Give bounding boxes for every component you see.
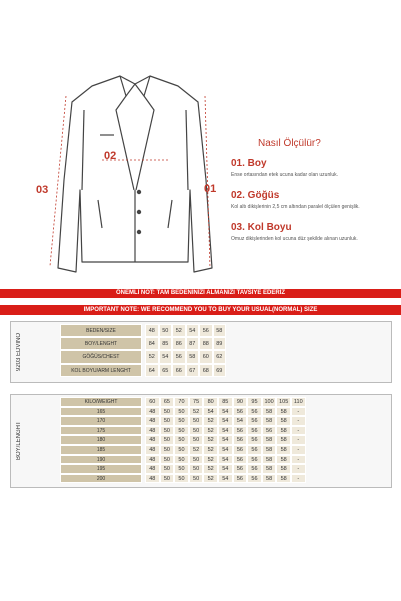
size-cell: 65 — [159, 364, 173, 377]
weight-size-cell: 58 — [276, 435, 291, 445]
coat-illustration-icon — [30, 40, 240, 290]
weight-size-cell: 56 — [247, 455, 262, 465]
weight-size-cell: 56 — [247, 435, 262, 445]
weight-size-cell: 58 — [262, 455, 277, 465]
size-cell: 87 — [186, 337, 200, 350]
weight-size-cell: 56 — [233, 435, 248, 445]
weight-size-cell: 50 — [174, 474, 189, 484]
weight-size-cell: - — [291, 407, 306, 417]
size-cell: 84 — [145, 337, 159, 350]
weight-size-cell: 58 — [262, 416, 277, 426]
height-row-label: 195 — [60, 464, 142, 474]
weight-size-cell: 58 — [262, 407, 277, 417]
weight-size-cell: 48 — [145, 464, 160, 474]
weight-header-cell: 105 — [276, 397, 291, 407]
weight-size-cell: 52 — [203, 426, 218, 436]
weight-size-cell: 52 — [203, 435, 218, 445]
guide-heading-gogus: 02. Göğüs — [231, 190, 280, 201]
weight-size-cell: 58 — [276, 407, 291, 417]
weight-size-cell: 50 — [174, 407, 189, 417]
weight-size-cell: 50 — [160, 445, 175, 455]
weight-size-cell: 58 — [276, 416, 291, 426]
height-row-label: 170 — [60, 416, 142, 426]
weight-size-cell: 54 — [218, 455, 233, 465]
weight-size-cell: 58 — [262, 435, 277, 445]
weight-size-cell: 50 — [160, 426, 175, 436]
weight-size-cell: 54 — [218, 435, 233, 445]
size-cell: 58 — [213, 324, 227, 337]
weight-size-cell: 50 — [174, 426, 189, 436]
size-row-label: BEDEN/SIZE — [60, 324, 142, 337]
size-row-label: KOL BOYU/ARM LENGHT — [60, 364, 142, 377]
size-row-label: GÖĞÜS/CHEST — [60, 350, 142, 363]
weight-size-cell: 52 — [189, 445, 204, 455]
size-cell: 86 — [172, 337, 186, 350]
marker-02: 02 — [104, 150, 117, 162]
weight-size-cell: 50 — [189, 416, 204, 426]
weight-size-cell: 54 — [218, 416, 233, 426]
weight-size-cell: 56 — [262, 426, 277, 436]
important-note-tr: ÖNEMLİ NOT: TAM BEDENİNİZİ ALMANIZI TAVSİYE EDERİZ — [0, 289, 401, 298]
weight-size-cell: 48 — [145, 416, 160, 426]
height-row-label: 180 — [60, 435, 142, 445]
size-cell: 52 — [145, 350, 159, 363]
weight-size-cell: 50 — [160, 416, 175, 426]
weight-size-cell: 54 — [218, 464, 233, 474]
weight-size-cell: - — [291, 464, 306, 474]
weight-size-cell: 50 — [189, 426, 204, 436]
size-cell: 56 — [172, 350, 186, 363]
weight-header-cell: 65 — [160, 397, 175, 407]
marker-01: 01 — [204, 183, 217, 195]
weight-size-cell: - — [291, 455, 306, 465]
weight-size-cell: 50 — [189, 464, 204, 474]
height-row-label: 175 — [60, 426, 142, 436]
weight-size-cell: 52 — [203, 474, 218, 484]
weight-size-cell: 50 — [160, 455, 175, 465]
weight-size-cell: 50 — [189, 435, 204, 445]
weight-header-cell: 75 — [189, 397, 204, 407]
weight-size-cell: 48 — [145, 435, 160, 445]
weight-size-cell: 50 — [160, 407, 175, 417]
weight-size-cell: 56 — [247, 426, 262, 436]
weight-size-cell: 50 — [174, 455, 189, 465]
weight-size-cell: 54 — [218, 474, 233, 484]
weight-size-cell: 58 — [262, 445, 277, 455]
weight-size-cell: - — [291, 445, 306, 455]
weight-size-cell: - — [291, 435, 306, 445]
weight-corner-label: KILO/WEIGHT — [60, 397, 142, 407]
weight-size-cell: 56 — [233, 464, 248, 474]
guide-desc-boy: Ense ortasından etek ucuna kadar olan uzunluk. — [231, 172, 339, 178]
weight-size-cell: 56 — [233, 474, 248, 484]
weight-header-cell: 100 — [262, 397, 277, 407]
weight-size-cell: 58 — [276, 464, 291, 474]
weight-header-cell: 90 — [233, 397, 248, 407]
size-cell: 50 — [159, 324, 173, 337]
size-cell: 66 — [172, 364, 186, 377]
weight-size-cell: - — [291, 426, 306, 436]
size-cell: 67 — [186, 364, 200, 377]
size-cell: 68 — [199, 364, 213, 377]
weight-size-cell: 56 — [233, 445, 248, 455]
weight-size-cell: 50 — [174, 464, 189, 474]
weight-header-cell: 110 — [291, 397, 306, 407]
weight-size-cell: 54 — [218, 407, 233, 417]
guide-heading-kol-boyu: 03. Kol Boyu — [231, 222, 292, 233]
guide-heading-boy: 01. Boy — [231, 158, 267, 169]
weight-size-cell: 58 — [276, 455, 291, 465]
weight-size-cell: 48 — [145, 445, 160, 455]
weight-size-cell: 50 — [160, 435, 175, 445]
weight-size-cell: 56 — [233, 426, 248, 436]
size-cell: 48 — [145, 324, 159, 337]
height-row-label: 200 — [60, 474, 142, 484]
size-cell: 54 — [186, 324, 200, 337]
weight-size-cell: 54 — [233, 416, 248, 426]
weight-size-cell: 52 — [203, 416, 218, 426]
weight-size-cell: 50 — [189, 474, 204, 484]
marker-03: 03 — [36, 184, 49, 196]
weight-size-cell: 52 — [203, 445, 218, 455]
weight-size-cell: 48 — [145, 407, 160, 417]
weight-size-cell: 58 — [276, 426, 291, 436]
important-note-en: IMPORTANT NOTE: WE RECOMMEND YOU TO BUY YOUR USUAL(NORMAL) SIZE — [0, 305, 401, 315]
weight-size-cell: - — [291, 416, 306, 426]
weight-header-cell: 95 — [247, 397, 262, 407]
size-cell: 58 — [186, 350, 200, 363]
weight-size-cell: 48 — [145, 426, 160, 436]
weight-size-cell: 50 — [160, 474, 175, 484]
weight-size-cell: 54 — [218, 426, 233, 436]
weight-header-cell: 70 — [174, 397, 189, 407]
weight-size-cell: 52 — [203, 455, 218, 465]
weight-size-cell: 50 — [160, 464, 175, 474]
weight-size-cell: 48 — [145, 474, 160, 484]
weight-size-cell: 58 — [276, 474, 291, 484]
weight-size-cell: 54 — [203, 407, 218, 417]
size-cell: 60 — [199, 350, 213, 363]
guide-title: Nasıl Ölçülür? — [258, 138, 321, 149]
weight-size-cell: 48 — [145, 455, 160, 465]
size-cell: 89 — [213, 337, 227, 350]
size-row-label: BOY/LENGHT — [60, 337, 142, 350]
weight-size-cell: 56 — [247, 407, 262, 417]
weight-size-cell: 58 — [262, 464, 277, 474]
weight-header-cell: 80 — [203, 397, 218, 407]
size-cell: 62 — [213, 350, 227, 363]
size-cell: 69 — [213, 364, 227, 377]
weight-size-cell: 56 — [247, 445, 262, 455]
size-cell: 64 — [145, 364, 159, 377]
weight-size-cell: 56 — [233, 455, 248, 465]
size-cell: 54 — [159, 350, 173, 363]
weight-size-cell: - — [291, 474, 306, 484]
size-cell: 85 — [159, 337, 173, 350]
weight-size-cell: 52 — [203, 464, 218, 474]
weight-size-cell: 50 — [189, 455, 204, 465]
weight-size-cell: 58 — [262, 474, 277, 484]
size-cell: 52 — [172, 324, 186, 337]
weight-header-cell: 85 — [218, 397, 233, 407]
weight-size-cell: 52 — [189, 407, 204, 417]
height-row-label: 190 — [60, 455, 142, 465]
size-cell: 56 — [199, 324, 213, 337]
guide-desc-gogus: Kol altı dikişlerinin 2,5 cm altından paralel ölçülen genişlik. — [231, 204, 360, 210]
weight-size-cell: 50 — [174, 435, 189, 445]
weight-size-cell: 58 — [276, 445, 291, 455]
weight-size-cell: 54 — [218, 445, 233, 455]
weight-size-cell: 56 — [247, 464, 262, 474]
weight-size-cell: 56 — [247, 416, 262, 426]
weight-size-cell: 50 — [174, 416, 189, 426]
height-row-label: 185 — [60, 445, 142, 455]
size-table-side-label: 9203 EDVINO — [16, 332, 22, 372]
weight-size-cell: 56 — [247, 474, 262, 484]
weight-table-side-label: BOY/LENGHT — [16, 421, 22, 461]
weight-size-cell: 50 — [174, 445, 189, 455]
weight-size-cell: 56 — [233, 407, 248, 417]
height-row-label: 165 — [60, 407, 142, 417]
guide-desc-kol-boyu: Omuz dikişlerinden kol ucuna düz şekilde alınan uzunluk. — [231, 236, 358, 242]
weight-header-cell: 60 — [145, 397, 160, 407]
size-cell: 88 — [199, 337, 213, 350]
